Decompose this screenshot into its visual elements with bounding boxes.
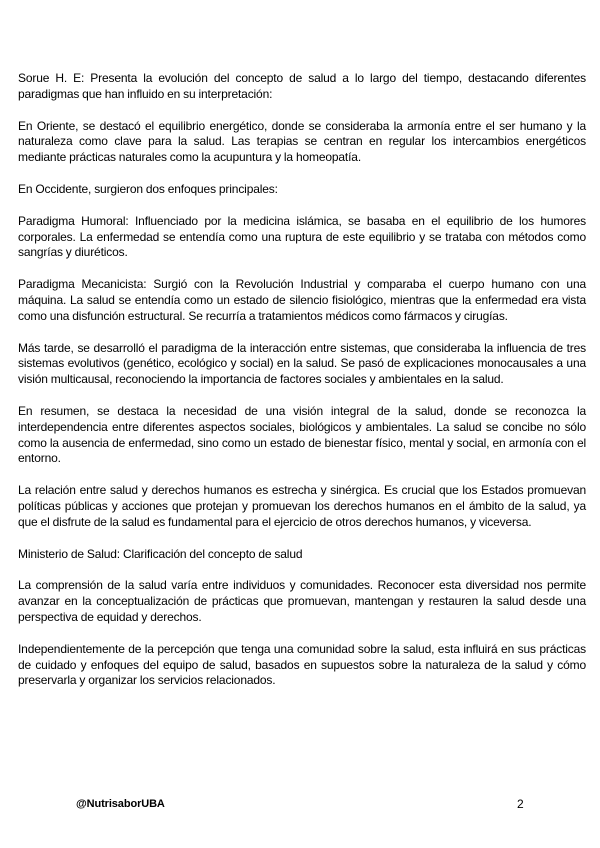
paragraph-interaccion-sistemas: Más tarde, se desarrolló el paradigma de la interacción entre sistemas, que consideraba la influencia de tres sistemas evolutivos (genético, ecológico y social) en la salud. Se pasó de explicaciones monocausales a una visión multicausal, reconociendo la importancia de factores sociales y ambientales en la salud. (18, 340, 586, 387)
paragraph-comprension-salud: La comprensión de la salud varía entre individuos y comunidades. Reconocer esta diversidad nos permite avanzar en la conceptualización de prácticas que promuevan, mantengan y restauren la salud desde una perspectiva de equidad y derechos. (18, 578, 586, 624)
paragraph-occidente: En Occidente, surgieron dos enfoques principales: (18, 181, 278, 196)
paragraph-derechos-humanos: La relación entre salud y derechos humanos es estrecha y sinérgica. Es crucial que los Estados promuevan políticas públicas y acciones que protejan y promuevan los derechos humanos en el ámbito de la salud, ya que el disfrute de la salud es fundamental para el ejercicio de otros derechos humanos, y viceversa. (18, 483, 586, 529)
document-body (18, 71, 586, 705)
paragraph-paradigma-humoral: Paradigma Humoral: Influenciado por la medicina islámica, se basaba en el equilibrio de los humores corporales. La enfermedad se entendía como una ruptura de este equilibrio y se trataba con métodos como sangrías y diuréticos. (18, 213, 586, 260)
section-heading-ministerio: Ministerio de Salud: Clarificación del concepto de salud (18, 546, 303, 561)
paragraph-oriente: En Oriente, se destacó el equilibrio energético, donde se consideraba la armonía entre el ser humano y la naturaleza como clave para la salud. Las terapias se centran en regular los intercambios energéticos mediante prácticas naturales como la acupuntura y la homeopatía. (18, 118, 586, 165)
page-number: 2 (517, 797, 524, 811)
footer-handle: @NutrisaborUBA (76, 798, 165, 810)
paragraph-paradigma-mecanicista: Paradigma Mecanicista: Surgió con la Revolución Industrial y comparaba el cuerpo humano con una máquina. La salud se entendía como un estado de silencio fisiológico, mientras que la enfermedad era vista como una disfunción estructural. Se recurría a tratamientos médicos como fármacos y cirugías. (18, 277, 586, 323)
paragraph-sorue-intro: Sorue H. E: Presenta la evolución del concepto de salud a lo largo del tiempo, destacando diferentes paradigmas que han influido en su interpretación: (18, 71, 586, 101)
paragraph-resumen: En resumen, se destaca la necesidad de una visión integral de la salud, donde se reconozca la interdependencia entre diferentes aspectos sociales, biológicos y ambientales. La salud se concibe no sólo como la ausencia de enfermedad, sino como un estado de bienestar físico, mental y social, en armonía con el entorno. (18, 403, 586, 466)
paragraph-percepcion-comunidad: Independientemente de la percepción que tenga una comunidad sobre la salud, esta influirá en sus prácticas de cuidado y enfoques del equipo de salud, basados en supuestos sobre la naturaleza de la salud y cómo preservarla y organizar los servicios relacionados. (18, 641, 586, 688)
